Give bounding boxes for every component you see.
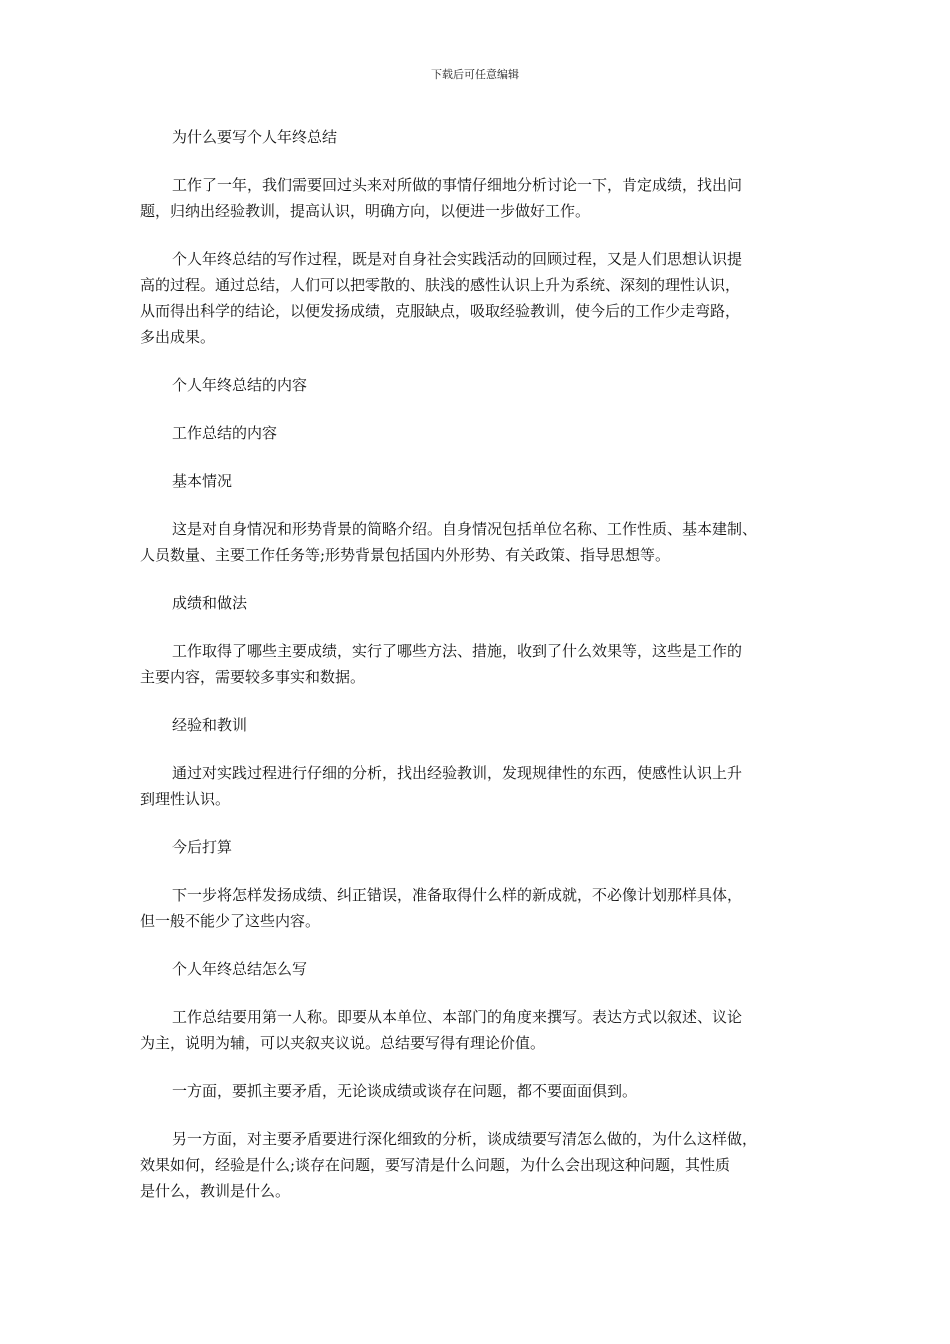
section-title: 个人年终总结怎么写 [172, 960, 308, 978]
paragraph: 通过对实践过程进行仔细的分析，找出经验教训，发现规律性的东西，使感性认识上升 到理性认识。 [140, 764, 743, 808]
paragraph: 工作了一年，我们需要回过头来对所做的事情仔细地分析讨论一下，肯定成绩，找出问 题，归纳出经验教训，提高认识，明确方向，以便进一步做好工作。 [140, 176, 743, 220]
section-title: 为什么要写个人年终总结 [172, 128, 338, 146]
section-title: 个人年终总结的内容 [172, 376, 308, 394]
paragraph: 工作取得了哪些主要成绩，实行了哪些方法、措施，收到了什么效果等，这些是工作的 主要内容，需要较多事实和数据。 [140, 642, 743, 686]
paragraph: 个人年终总结的写作过程，既是对自身社会实践活动的回顾过程，又是人们思想认识提 高的过程。通过总结，人们可以把零散的、肤浅的感性认识上升为系统、深刻的理性认识， 从而得出科学的结论，以便发扬成绩，克服缺点，吸取经验教训，使今后的工作少走弯路， 多出成果。 [140, 250, 743, 346]
paragraph: 另一方面，对主要矛盾要进行深化细致的分析，谈成绩要写清怎么做的，为什么这样做， 效果如何，经验是什么;谈存在问题，要写清是什么问题，为什么会出现这种问题，其性质 是什么，教训是什么。 [140, 1130, 758, 1200]
paragraph: 一方面，要抓主要矛盾，无论谈成绩或谈存在问题，都不要面面俱到。 [172, 1082, 638, 1100]
section-title: 工作总结的内容 [172, 424, 278, 442]
section-title: 成绩和做法 [172, 594, 248, 612]
section-title: 今后打算 [172, 838, 233, 856]
document-body [140, 124, 816, 1204]
page-header: 下载后可任意编辑 [431, 68, 519, 81]
section-title: 经验和教训 [172, 716, 248, 734]
paragraph: 工作总结要用第一人称。即要从本单位、本部门的角度来撰写。表达方式以叙述、议论 为主，说明为辅，可以夹叙夹议说。总结要写得有理论价值。 [140, 1008, 743, 1052]
section-title: 基本情况 [172, 472, 233, 490]
paragraph: 这是对自身情况和形势背景的简略介绍。自身情况包括单位名称、工作性质、基本建制、 人员数量、主要工作任务等;形势背景包括国内外形势、有关政策、指导思想等。 [140, 520, 758, 564]
paragraph: 下一步将怎样发扬成绩、纠正错误，准备取得什么样的新成就，不必像计划那样具体， 但一般不能少了这些内容。 [140, 886, 743, 930]
